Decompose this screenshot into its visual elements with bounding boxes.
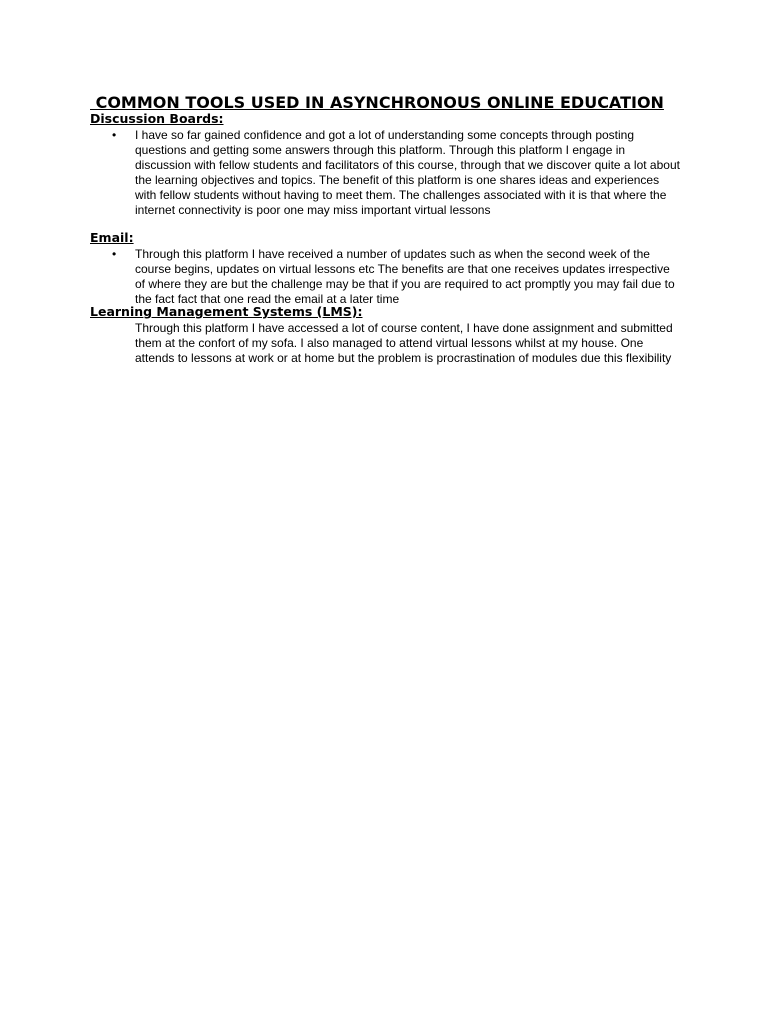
section-text-discussion-boards: I have so far gained confidence and got a lot of understanding some concepts through posting questions and getting some answers through this platform. Through this platform I engage in discussion with fellow students and facilitators of this course, through that we discover quite a lot about the learning objectives and topics. The benefit of this platform is one shares ideas and experiences with fellow students without having to meet them. The challenges associated with it is that where the internet connectivity is poor one may miss important virtual lessons	[135, 128, 680, 217]
bullet-discussion-boards: •	[112, 128, 117, 142]
section-text-email: Through this platform I have received a number of updates such as when the second week of the course begins, updates on virtual lessons etc The benefits are that one receives updates irrespective of where they are but the challenge may be that if you are required to act promptly you may fail due to the fact fact that one read the email at a later time	[135, 247, 675, 306]
bullet-email: •	[112, 247, 117, 261]
section-heading-lms: Learning Management Systems (LMS):	[90, 304, 363, 319]
section-heading-discussion-boards: Discussion Boards:	[90, 111, 224, 126]
section-heading-email: Email:	[90, 230, 134, 245]
page-title: COMMON TOOLS USED IN ASYNCHRONOUS ONLINE EDUCATION	[90, 93, 664, 112]
section-text-lms: Through this platform I have accessed a lot of course content, I have done assignment and submitted them at the confort of my sofa. I also managed to attend virtual lessons whilst at my house. One attends to lessons at work or at home but the problem is procrastination of modules due this flexibility	[135, 321, 673, 365]
